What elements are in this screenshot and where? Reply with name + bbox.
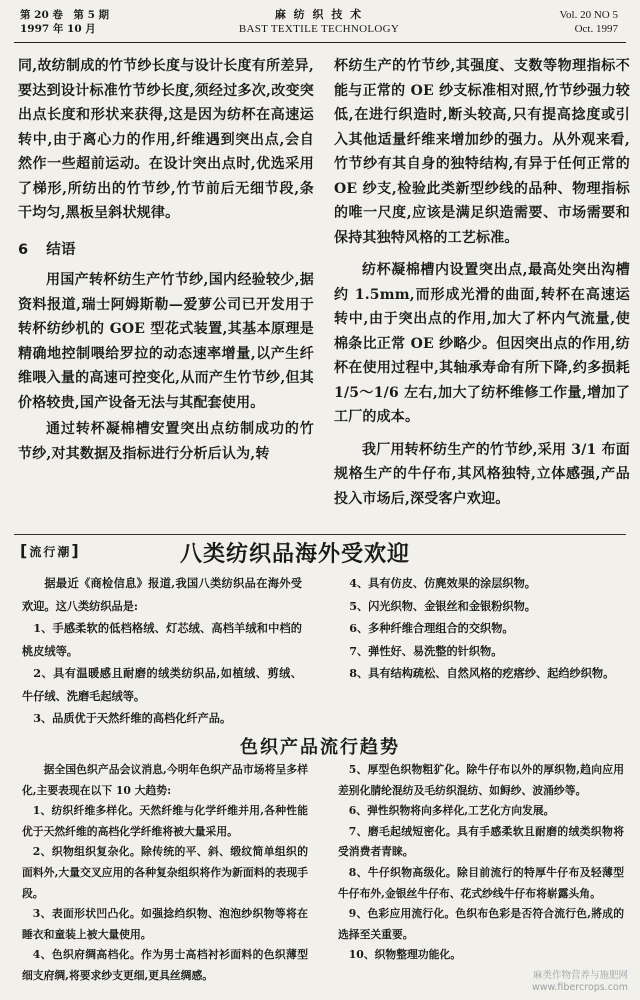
list-item: 6、多种纤维合理组合的交织物。 (349, 621, 514, 635)
page-header (20, 8, 618, 44)
watermark-url: www.fibercrops.com (531, 982, 628, 993)
watermark (532, 970, 628, 994)
section-number: 6 (18, 241, 29, 258)
article-paragraph: 同,故纺制成的竹节纱长度与设计长度有所差异,要达到设计标准竹节纱长度,须经过多次,改变突出点长度和形状来获得,这是因为纺杯在高速运转中,由于离心力的作用,纤维遇到突出点,会自然作一些超前运动。在设计突出点时,优选采用了梯形,所纺出的竹节纱,竹节前后无细节段,条干均匀,黑板呈斜状规律。 (18, 58, 314, 221)
news-intro: 据最近《商检信息》报道,我国八类纺织品在海外受欢迎。这八类纺织品是: (22, 576, 302, 613)
news-headline: 色织产品流行趋势 (240, 737, 400, 758)
section-divider (14, 534, 626, 535)
article-paragraph: 杯纺生产的竹节纱,其强度、支数等物理指标不能与正常的 OE 纱支标准相对照,竹节纱强力较低,在进行织造时,断头较高,只有提高捻度或引入其他适量纤维来增加纱的强力。从外观来看,竹节纱有其自身的独特结构,有异于任何正常的 OE 纱支,检验此类新型纱线的品种、物理指标的唯一尺度,应该是满足织造需要、市场需要和保持其独特风格的工艺标准。 (334, 58, 630, 246)
list-item: 3、品质优于天然纤维的高档化纤产品。 (33, 711, 232, 725)
list-item: 8、牛仔织物高级化。除目前流行的特厚牛仔布及轻薄型牛仔布外,金银丝牛仔布、花式纱线牛仔布将崭露头角。 (338, 865, 624, 900)
list-item: 5、厚型色织物粗犷化。除牛仔布以外的厚织物,趋向应用差别化腈纶混纺及毛纺织混纺、如鲟纱、波涌纱等。 (338, 763, 624, 797)
article-paragraph: 用国产转杯纺生产竹节纱,国内经验较少,据资料报道,瑞士阿姆斯勒—爱萝公司已开发用于转杯纺纱机的 GOE 型花式装置,其基本原理是精确地控制喂给罗拉的动态速率增量,以产生纤维喂入量的高速可控变化,从而产生竹节纱,但其价格较贵,国产设备无法与其配套使用。 (18, 272, 314, 411)
list-item: 7、磨毛起绒短密化。具有手感柔软且耐磨的绒类织物将受消费者青睐。 (338, 824, 624, 859)
watermark-cn: 麻类作物营养与施肥网 (532, 970, 628, 981)
section-heading (18, 238, 314, 263)
list-item: 2、具有温暖感且耐磨的绒类纺织品,如植绒、剪绒、牛仔绒、洗磨毛起绒等。 (22, 666, 302, 703)
date-en: Oct. 1997 (574, 23, 618, 35)
news-intro: 据全国色织产品会议消息,今明年色织产品市场将呈多样化,主要表现在以下 10 大趋势: (22, 763, 308, 797)
journal-title-cn: 麻 纺 织 技 术 (274, 8, 364, 21)
list-item: 6、弹性织物将向多样化,工艺化方向发展。 (348, 804, 555, 818)
news2-left-column (22, 760, 308, 987)
article-paragraph: 纺杯凝棉槽内设置突出点,最高处突出沟槽约 1.5mm,而形成光滑的曲面,转杯在高速运转中,由于突出点的作用,加大了杯内气流量,使棉条比正常 OE 纱略少。但因突出点的作用,纺杯在使用过程中,其轴承寿命有所下降,约多损耗 1/5～1/6 左右,加大了纺杯维修工作量,增加了工厂的成本。 (334, 262, 630, 425)
news2-right-column (338, 760, 624, 966)
news1-left-column (22, 572, 302, 730)
list-item: 4、色织府绸高档化。作为男士高档衬衫面料的色织薄型细支府绸,将要求纱支更细,更具丝绸感。 (22, 948, 308, 982)
list-item: 1、手感柔软的低档格绒、灯芯绒、高档羊绒和中档的桃皮绒等。 (22, 621, 302, 658)
list-item: 10、织物整理功能化。 (348, 948, 461, 962)
list-item: 2、织物组织复杂化。除传统的平、斜、缎纹简单组织的面料外,大量交叉应用的各种复杂组织将作为新面料的表现手段。 (22, 845, 308, 900)
column-tag-label: 流行潮 (29, 545, 72, 559)
header-right (560, 8, 618, 36)
list-item: 7、弹性好、易洗整的针织物。 (349, 643, 503, 658)
header-rule (14, 42, 626, 43)
article-left-column (18, 54, 314, 466)
list-item: 5、闪光织物、金银丝和金银粉织物。 (349, 598, 536, 613)
journal-title-en: BAST TEXTILE TECHNOLOGY (238, 23, 400, 35)
list-item: 9、色彩应用流行化。色织布色彩是否符合流行色,將成的选择至关重要。 (338, 907, 624, 941)
list-item: 1、纺织纤维多样化。天然纤维与化学纤维并用,各种性能优于天然纤维的高档化学纤维将被大量采用。 (22, 804, 308, 838)
header-center (20, 8, 618, 36)
article-paragraph: 通过转杯凝棉槽安置突出点纺制成功的竹节纱,对其数据及指标进行分析后认为,转 (18, 421, 314, 462)
list-item: 4、具有仿皮、仿麂效果的涂层织物。 (349, 576, 536, 590)
article-right-column (334, 54, 630, 511)
list-item: 8、具有结构疏松、自然风格的疙瘩纱、起绉纱织物。 (349, 666, 615, 680)
news1-right-column (338, 572, 623, 685)
section-title: 结语 (46, 241, 76, 258)
news-headline: 八类纺织品海外受欢迎 (180, 542, 411, 567)
article-paragraph: 我厂用转杯纺生产的竹节纱,采用 3/1 布面规格生产的牛仔布,其风格独特,立体感强,产品投入市场后,深受客户欢迎。 (334, 441, 630, 507)
list-item: 3、表面形状凹凸化。如强捻绉织物、泡泡纱织物等将在睡衣和童装上被大量使用。 (22, 907, 308, 941)
volume-en: Vol. 20 NO 5 (559, 9, 618, 21)
date-cn: 1997 年 10 月 (20, 23, 96, 35)
column-tag: [流行潮] (20, 541, 81, 560)
volume-cn: 第 20 卷 第 5 期 (20, 9, 110, 21)
